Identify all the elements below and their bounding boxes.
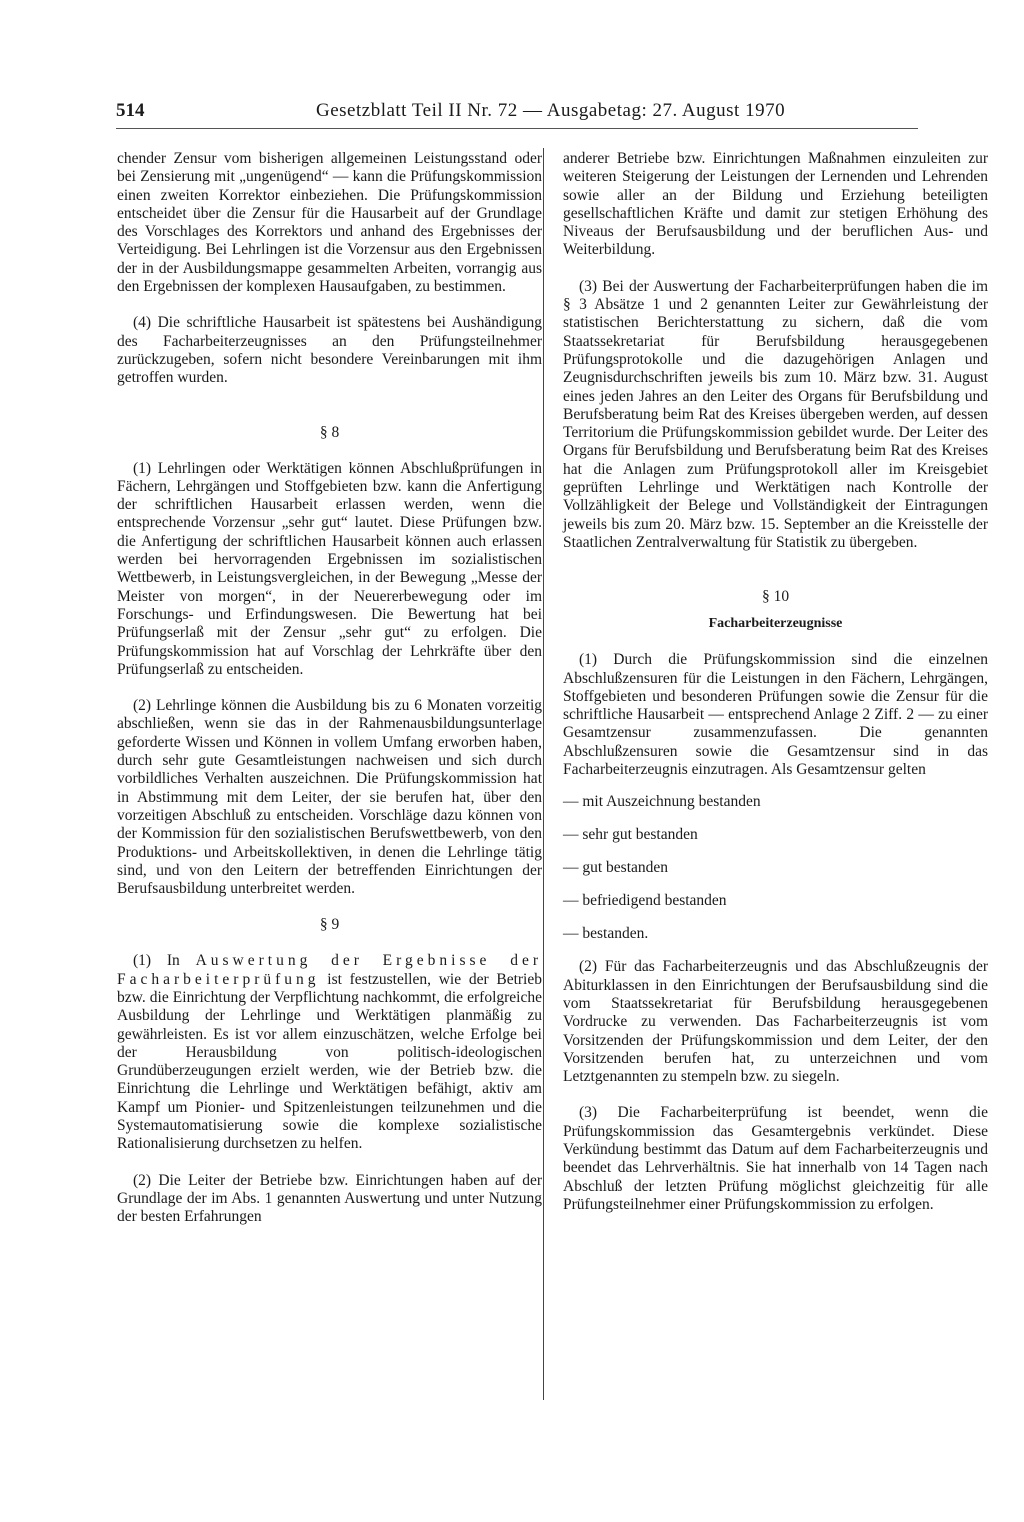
paragraph-lead: (1) In [133,952,180,970]
right-column [563,150,988,1214]
paragraph: (4) Die schriftliche Hausarbeit ist spätestens bei Aushändigung des Facharbeiterzeugnisses an den Prüfungsteilnehmer zurückzugeben, sofern nicht besondere Vereinbarungen mit ihm getroffen wurden. [117,314,542,387]
grade-list [563,793,988,943]
emphasized-phrase: Auswertung der Ergebnisse der Facharbeiterprüfung [117,952,542,988]
column-divider [543,148,544,1400]
paragraph: anderer Betriebe bzw. Einrichtungen Maßnahmen einzuleiten zur weiteren Steigerung der Leistungen der Lernenden und Lehrenden sowie aller an der Bildung und Erziehung beteiligten gesellschaftlichen Kräfte und damit zur stetigen Erhöhung des Niveaus der Berufsausbildung und der beruflichen Aus- und Weiterbildung. [563,150,988,259]
list-item: — bestanden. [563,925,649,943]
paragraph: (1) Durch die Prüfungskommission sind die einzelnen Abschlußzensuren für die Leistungen in den Fächern, Lehrgängen, Stoffgebieten und besonderen Prüfungen sowie die Zensur für die schriftliche Hausarbeit — entsprechend Anlage 2 Ziff. 2 — zu einer Gesamtzensur zusammenzufassen. Die genannten Abschlußzensuren sowie die Gesamtzensur sind in das Facharbeiterzeugnis einzutragen. Als Gesamtzensur gelten [563,651,988,779]
paragraph: (2) Für das Facharbeiterzeugnis und das Abschlußzeugnis der Abiturklassen in den Einrichtungen der Berufsausbildung sind die vom Staatssekretariat für Berufsbildung herausgegebenen Vordrucke zu verwenden. Das Facharbeiterzeugnis ist vom Vorsitzenden der Prüfungskommission und dem Leiter, der den Vorsitzenden berufen hat, zu unterzeichnen und vom Letztgenannten zu stempeln bzw. zu siegeln. [563,958,988,1086]
paragraph: (2) Die Leiter der Betriebe bzw. Einrichtungen haben auf der Grundlage der im Abs. 1 genannten Auswertung und unter Nutzung der besten Erfahrungen [117,1171,542,1226]
section-heading-10: § 10 [761,588,790,606]
list-item: — mit Auszeichnung bestanden [563,793,761,811]
list-item: — sehr gut bestanden [563,826,698,844]
section-heading-9: § 9 [319,916,340,934]
page-number: 514 [116,100,145,121]
paragraph: (2) Lehrlinge können die Ausbildung bis zu 6 Monaten vorzeitig abschließen, wenn sie das in der Rahmenausbildungsunterlage geforderte Wissen und Können in vollem Umfang erworben haben, durch sehr gute Gesamtleistungen nachweisen und sich durch vorbildliches Verhalten auszeichnen. Die Prüfungskommission hat in Abstimmung mit dem Leiter, der sie berufen hat, über den vorzeitigen Abschluß zu entscheiden. Vorschläge dazu können von der Kommission für den sozialistischen Berufswettbewerb, von den Produktions- und Arbeitskollektiven, in denen die Lehrlinge tätig sind, und von den Leitern der betreffenden Einrichtungen der Berufsausbildung unterbreitet werden. [117,697,542,898]
paragraph-rest: ist festzustellen, wie der Betrieb bzw. die Einrichtung der Verpflichtung nachkommt, die erfolgreiche Ausbildung der Lehrlinge und Werktätigen planmäßig zu gewährleisten. Es ist vor allem einzuschätzen, welche Erfolge bei der Herausbildung von politisch-ideologischen Grundüberzeugungen erzielt werden, wie der Betrieb bzw. die Einrichtung die Lehrlinge und Werktätigen befähigt, aktiv am Kampf um Pionier- und Spitzenleistungen teilzunehmen und die Systemautomatisierung sowie die komplexe sozialistische Rationalisierung durchsetzen zu helfen. [117,970,542,1153]
running-head: Gesetzblatt Teil II Nr. 72 — Ausgabetag: 27. August 1970 [316,100,786,121]
list-item: — befriedigend bestanden [563,892,727,910]
section-heading-8: § 8 [319,423,340,441]
paragraph [117,952,542,1153]
paragraph: (3) Die Facharbeiterprüfung ist beendet, wenn die Prüfungskommission das Gesamtergebnis verkündet. Diese Verkündung bestimmt das Datum auf dem Facharbeiterzeugnis und beendet das Lehrverhältnis. Sie hat innerhalb von 14 Tagen nach Abschluß der letzten Prüfung möglichst gleichzeitig für alle Prüfungsteilnehmer einer Prüfungskommission zu erfolgen. [563,1104,988,1213]
paragraph: (3) Bei der Auswertung der Facharbeiterprüfungen haben die im § 3 Absätze 1 und 2 genannten Leiter zur Gewährleistung der statistischen Berichterstattung zu sichern, daß die vom Staatssekretariat für Berufsbildung herausgegebenen Prüfungsprotokolle und die dazugehörigen Anlagen und Zeugnisdurchschriften jeweils bis zum 10. März bzw. 31. August eines jeden Jahres an den Leiter des Organs für Berufsbildung und Berufsberatung beim Rat des Kreises übergeben werden, auf dessen Territorium die Prüfungskommission gebildet wurde. Der Leiter des Organs für Berufsbildung und Berufsberatung beim Rat des Kreises hat die Anlagen zum Prüfungsprotokoll aller im Kreisgebiet geprüften Lehrlinge und Werktätigen nach Kontrolle der Vollzähligkeit der Belege und Vollständigkeit der Eintragungen jeweils bis zum 20. März bzw. 15. September an die Kreisstelle der Staatlichen Zentralverwaltung für Statistik zu übergeben. [563,277,988,551]
paragraph: chender Zensur vom bisherigen allgemeinen Leistungsstand oder bei Zensierung mit „ungenügend“ — kann die Prüfungskommission einen zweiten Korrektor einbeziehen. Die Prüfungskommission entscheidet über die Zensur für die Hausarbeit auf der Grundlage des Vorschlages des Korrektors und anhand des Ergebnisses der Verteidigung. Bei Lehrlingen ist die Vorzensur aus den Ergebnissen der in der Ausbildungsmappe gesammelten Arbeiten, vorrangig aus den Ergebnissen der komplexen Hausaufgaben, zu bestimmen. [117,150,542,296]
section-title: Facharbeiterzeugnisse [708,616,843,632]
paragraph: (1) Lehrlingen oder Werktätigen können Abschlußprüfungen in Fächern, Lehrgängen und Stoffgebieten bzw. kann die Anfertigung der schriftlichen Hausarbeit erlassen werden, wenn die entsprechende Vorzensur „sehr gut“ lautet. Diese Prüfungen bzw. die Anfertigung der schriftlichen Hausarbeit können auch erlassen werden bei hervorragenden Ergebnissen im sozialistischen Wettbewerb, in Leistungsvergleichen, in der Bewegung „Messe der Meister von morgen“, in der Neuererbewegung oder im Forschungs- und Erfindungswesen. Die Bewertung hat bei Prüfungserlaß mit der Zensur „sehr gut“ zu erfolgen. Die Prüfungskommission hat auf Vorschlag der Lehrkräfte über den Prüfungserlaß zu entscheiden. [117,459,542,678]
header-rule [116,128,918,129]
left-column [117,150,542,1227]
page-header [116,100,916,126]
list-item: — gut bestanden [563,859,669,877]
